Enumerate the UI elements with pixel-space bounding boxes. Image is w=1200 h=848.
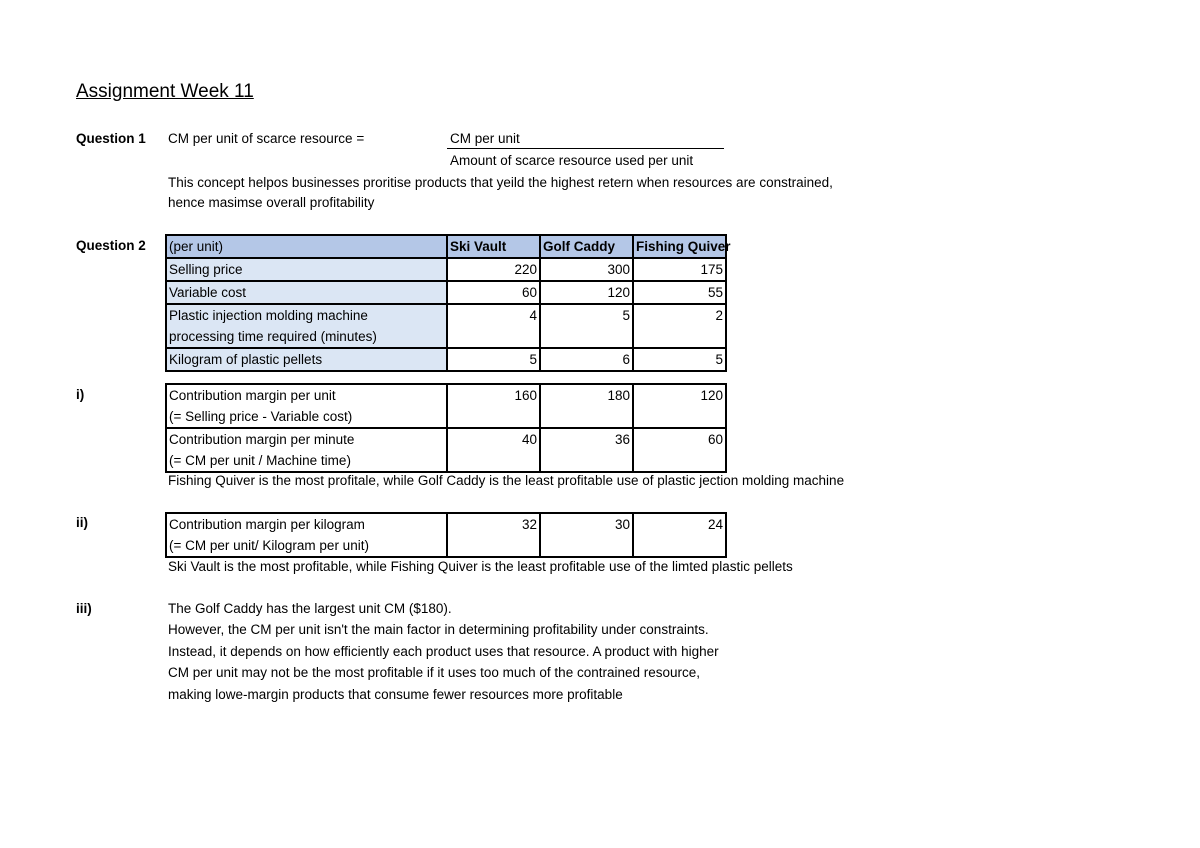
part-iii-line-5: making lowe-margin products that consume fewer resources more profitable [168, 687, 623, 702]
part-iii-line-4: CM per unit may not be the most profitable if it uses too much of the contrained resource, [168, 665, 701, 680]
table-cell: 175 [633, 258, 726, 281]
table-cell: 40 [447, 428, 540, 472]
table-cell: 4 [447, 304, 540, 348]
table-cell: 30 [540, 513, 633, 557]
row-label-pellets: Kilogram of plastic pellets [166, 348, 447, 371]
fraction-bar [447, 148, 724, 149]
cm-per-minute-line-2: (= CM per unit / Machine time) [169, 453, 351, 468]
table-cell: 180 [540, 384, 633, 428]
formula-numerator: CM per unit [450, 131, 520, 146]
table-row [166, 281, 726, 304]
question-1-label: Question 1 [76, 131, 146, 146]
q1-explanation-line-2: hence masimse overall profitability [168, 195, 375, 210]
part-ii-table [165, 512, 727, 558]
cm-per-minute-line-1: Contribution margin per minute [169, 432, 355, 447]
row-label-machine-time-line-2: processing time required (minutes) [169, 329, 377, 344]
cm-per-unit-line-1: Contribution margin per unit [169, 388, 336, 403]
table-cell: 32 [447, 513, 540, 557]
part-ii-conclusion: Ski Vault is the most profitable, while Fishing Quiver is the least profitable use of the limted plastic pellets [168, 559, 793, 574]
question-2-label: Question 2 [76, 238, 146, 253]
table-cell: 60 [633, 428, 726, 472]
header-cell-per-unit: (per unit) [166, 235, 447, 258]
part-iii-line-1: The Golf Caddy has the largest unit CM ($180). [168, 601, 452, 616]
part-iii-line-2: However, the CM per unit isn't the main factor in determining profitability under constraints. [168, 622, 709, 637]
table-cell: 5 [447, 348, 540, 371]
row-label-machine-time-line-1: Plastic injection molding machine [169, 308, 368, 323]
header-cell-fishing-quiver: Fishing Quiver [633, 235, 726, 258]
formula-lhs: CM per unit of scarce resource = [168, 131, 365, 146]
part-i-conclusion: Fishing Quiver is the most profitale, while Golf Caddy is the least profitable use of plastic jection molding machine [168, 473, 845, 488]
row-label-cm-per-unit [166, 384, 447, 428]
table-cell: 220 [447, 258, 540, 281]
cm-per-kilogram-line-1: Contribution margin per kilogram [169, 517, 365, 532]
table-cell: 5 [540, 304, 633, 348]
table-cell: 24 [633, 513, 726, 557]
table-cell: 36 [540, 428, 633, 472]
row-label-cm-per-kilogram [166, 513, 447, 557]
table-row [166, 428, 726, 472]
part-iii-line-3: Instead, it depends on how efficiently each product uses that resource. A product with higher [168, 644, 719, 659]
table-row [166, 348, 726, 371]
table-cell: 300 [540, 258, 633, 281]
row-label-variable-cost: Variable cost [166, 281, 447, 304]
header-cell-golf-caddy: Golf Caddy [540, 235, 633, 258]
table-row [166, 304, 726, 348]
table-cell: 5 [633, 348, 726, 371]
table-header-row [166, 235, 726, 258]
row-label-machine-time [166, 304, 447, 348]
cm-per-kilogram-line-2: (= CM per unit/ Kilogram per unit) [169, 538, 369, 553]
row-label-selling-price: Selling price [166, 258, 447, 281]
q1-explanation-line-1: This concept helpos businesses proritise products that yeild the highest retern when resources are constrained, [168, 175, 833, 190]
table-row [166, 258, 726, 281]
part-iii-label: iii) [76, 601, 92, 616]
table-cell: 120 [540, 281, 633, 304]
table-row [166, 513, 726, 557]
part-i-label: i) [76, 387, 85, 402]
product-data-table [165, 234, 731, 372]
table-cell: 55 [633, 281, 726, 304]
header-cell-ski-vault: Ski Vault [447, 235, 540, 258]
part-ii-label: ii) [76, 515, 88, 530]
table-cell: 60 [447, 281, 540, 304]
table-row [166, 384, 726, 428]
row-label-cm-per-minute [166, 428, 447, 472]
table-cell: 2 [633, 304, 726, 348]
table-cell: 6 [540, 348, 633, 371]
table-cell: 120 [633, 384, 726, 428]
table-cell: 160 [447, 384, 540, 428]
part-i-table [165, 383, 727, 473]
cm-per-unit-line-2: (= Selling price - Variable cost) [169, 409, 353, 424]
page-title: Assignment Week 11 [76, 81, 254, 102]
formula-denominator: Amount of scarce resource used per unit [450, 153, 694, 168]
